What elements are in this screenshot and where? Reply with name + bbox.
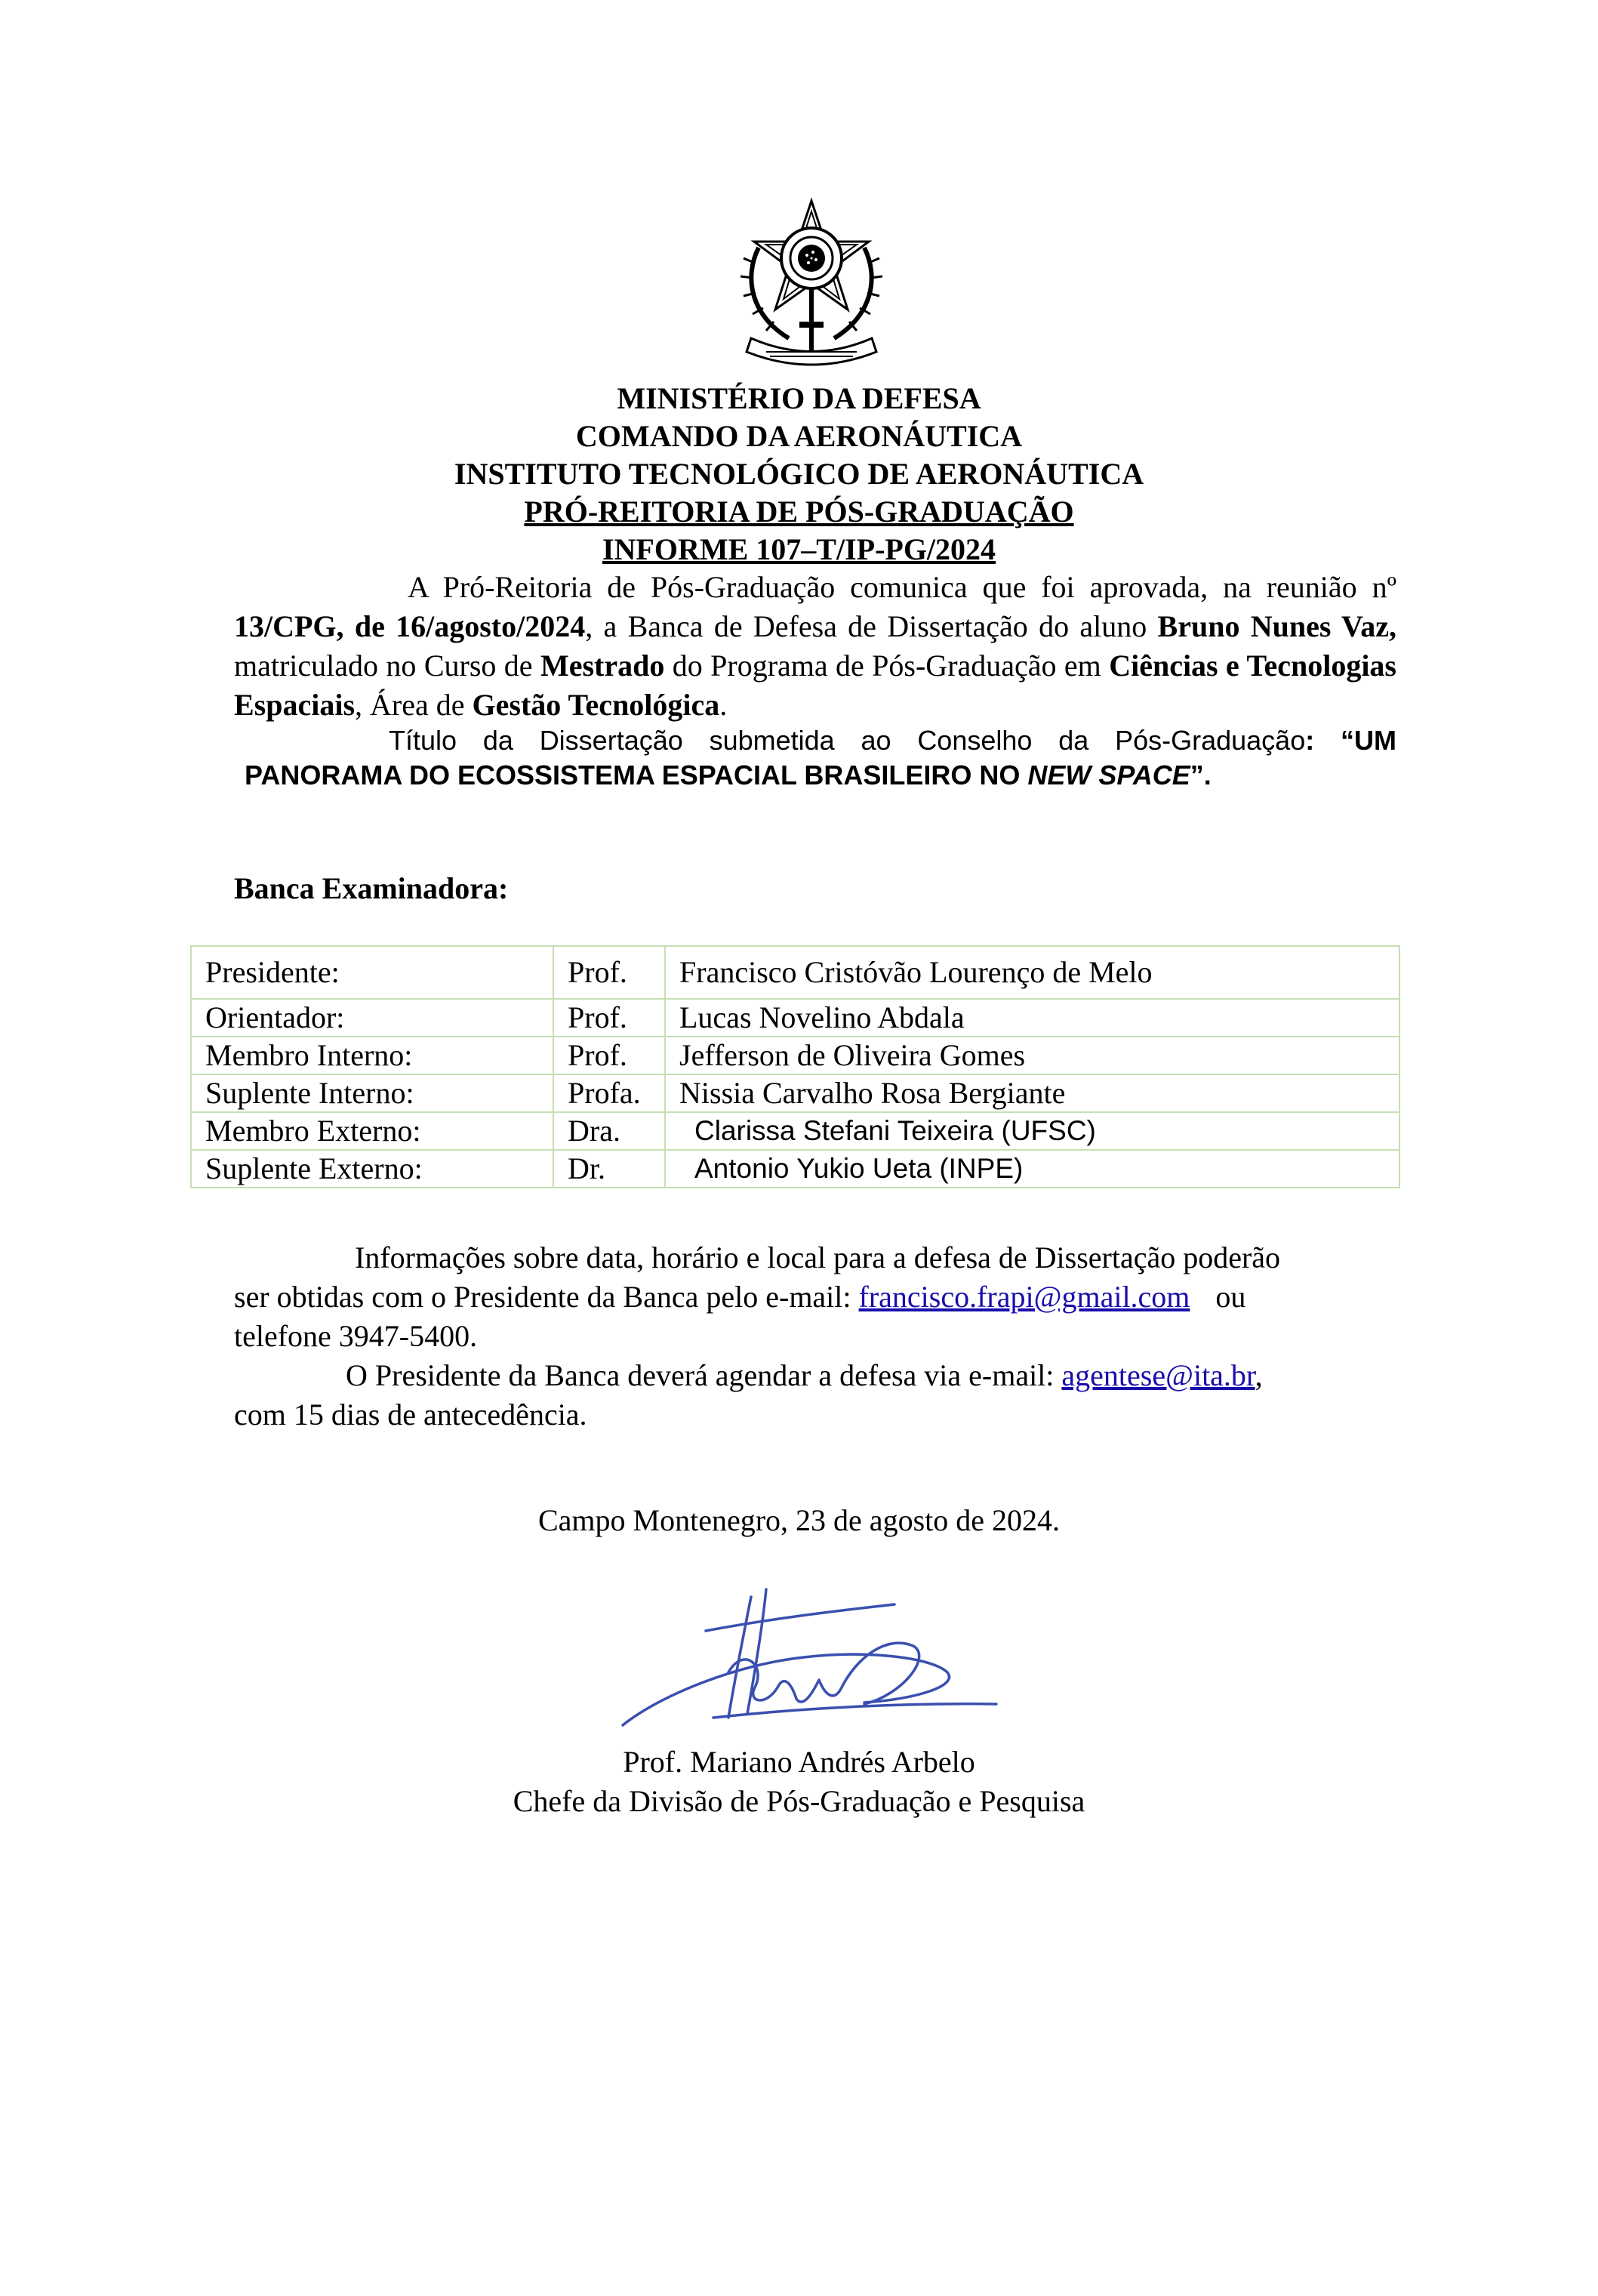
info-line: com 15 dias de antecedência. bbox=[234, 1398, 587, 1432]
table-row bbox=[191, 999, 1399, 1037]
role-cell: Presidente: bbox=[191, 946, 553, 999]
intro-text: matriculado no Curso de bbox=[234, 649, 540, 683]
role-cell: Suplente Externo: bbox=[191, 1150, 553, 1188]
course-name: Mestrado bbox=[540, 649, 665, 683]
intro-text: . bbox=[719, 688, 728, 722]
examination-board-table bbox=[190, 945, 1400, 1188]
program-name: Ciências e Tecnologias Espaciais bbox=[234, 649, 1396, 722]
schedule-email-link[interactable]: agentese@ita.br bbox=[1061, 1358, 1255, 1392]
info-text: , bbox=[1255, 1358, 1263, 1392]
intro-text: , a Banca de Defesa de Dissertação do aluno bbox=[585, 609, 1158, 643]
table-row bbox=[191, 1037, 1399, 1074]
signer-name: Prof. Mariano Andrés Arbelo bbox=[623, 1745, 975, 1779]
title-cell: Dra. bbox=[553, 1112, 665, 1150]
president-email-link[interactable]: francisco.frapi@gmail.com bbox=[858, 1280, 1190, 1314]
name-cell: Antonio Yukio Ueta (INPE) bbox=[665, 1150, 1399, 1188]
document-header bbox=[0, 380, 1598, 569]
name-cell: Lucas Novelino Abdala bbox=[665, 999, 1399, 1037]
intro-text: , Área de bbox=[355, 688, 473, 722]
dissertation-lead: Título da Dissertação submetida ao Conselho da Pós-Graduação bbox=[389, 725, 1306, 756]
role-cell: Suplente Interno: bbox=[191, 1074, 553, 1112]
title-cell: Prof. bbox=[553, 1037, 665, 1074]
info-line: telefone 3947-5400. bbox=[234, 1319, 478, 1353]
department-title: PRÓ-REITORIA DE PÓS-GRADUAÇÃO bbox=[524, 495, 1074, 529]
intro-paragraph bbox=[234, 568, 1396, 725]
meeting-reference: 13/CPG, de 16/agosto/2024 bbox=[234, 609, 586, 643]
banca-heading: Banca Examinadora: bbox=[234, 871, 509, 905]
dissertation-title-italic: NEW SPACE bbox=[1027, 760, 1190, 791]
dissertation-title-main: PANORAMA DO ECOSSISTEMA ESPACIAL BRASILEIRO NO bbox=[245, 760, 1028, 791]
role-cell: Orientador: bbox=[191, 999, 553, 1037]
area-name: Gestão Tecnológica bbox=[472, 688, 720, 722]
signature-icon bbox=[615, 1574, 1008, 1748]
name-cell: Clarissa Stefani Teixeira (UFSC) bbox=[665, 1112, 1399, 1150]
student-name: Bruno Nunes Vaz, bbox=[1157, 609, 1396, 643]
name-cell: Jefferson de Oliveira Gomes bbox=[665, 1037, 1399, 1074]
info-text: ser obtidas com o Presidente da Banca pelo e-mail: bbox=[234, 1280, 859, 1314]
ministry-title: MINISTÉRIO DA DEFESA bbox=[617, 381, 981, 415]
role-cell: Membro Externo: bbox=[191, 1112, 553, 1150]
title-cell: Prof. bbox=[553, 946, 665, 999]
dissertation-title bbox=[234, 723, 1396, 793]
info-line: Informações sobre data, horário e local para a defesa de Dissertação poderão bbox=[355, 1240, 1281, 1274]
title-cell: Dr. bbox=[553, 1150, 665, 1188]
dissertation-title-end: ”. bbox=[1190, 760, 1212, 791]
title-cell: Profa. bbox=[553, 1074, 665, 1112]
dissertation-title-start: : “UM bbox=[1305, 725, 1396, 756]
info-line bbox=[234, 1356, 1396, 1395]
info-text: O Presidente da Banca deverá agendar a defesa via e-mail: bbox=[346, 1358, 1062, 1392]
table-row bbox=[191, 1074, 1399, 1112]
title-cell: Prof. bbox=[553, 999, 665, 1037]
table-row bbox=[191, 946, 1399, 999]
brazil-coat-of-arms-icon bbox=[728, 195, 894, 376]
info-text: ou bbox=[1215, 1280, 1246, 1314]
contact-info bbox=[234, 1238, 1396, 1435]
command-title: COMANDO DA AERONÁUTICA bbox=[575, 419, 1023, 453]
name-cell: Nissia Carvalho Rosa Bergiante bbox=[665, 1074, 1399, 1112]
institute-title: INSTITUTO TECNOLÓGICO DE AERONÁUTICA bbox=[454, 457, 1144, 491]
signer-role: Chefe da Divisão de Pós-Graduação e Pesquisa bbox=[513, 1784, 1085, 1818]
table-row bbox=[191, 1112, 1399, 1150]
place-date: Campo Montenegro, 23 de agosto de 2024. bbox=[538, 1503, 1060, 1537]
intro-text: do Programa de Pós-Graduação em bbox=[664, 649, 1110, 683]
role-cell: Membro Interno: bbox=[191, 1037, 553, 1074]
table-row bbox=[191, 1150, 1399, 1188]
intro-text: A Pró-Reitoria de Pós-Graduação comunica que foi aprovada, na reunião nº bbox=[408, 570, 1396, 604]
signer-block bbox=[0, 1743, 1598, 1821]
name-cell: Francisco Cristóvão Lourenço de Melo bbox=[665, 946, 1399, 999]
informe-number: INFORME 107–T/IP-PG/2024 bbox=[602, 532, 996, 566]
info-line bbox=[234, 1277, 1396, 1317]
